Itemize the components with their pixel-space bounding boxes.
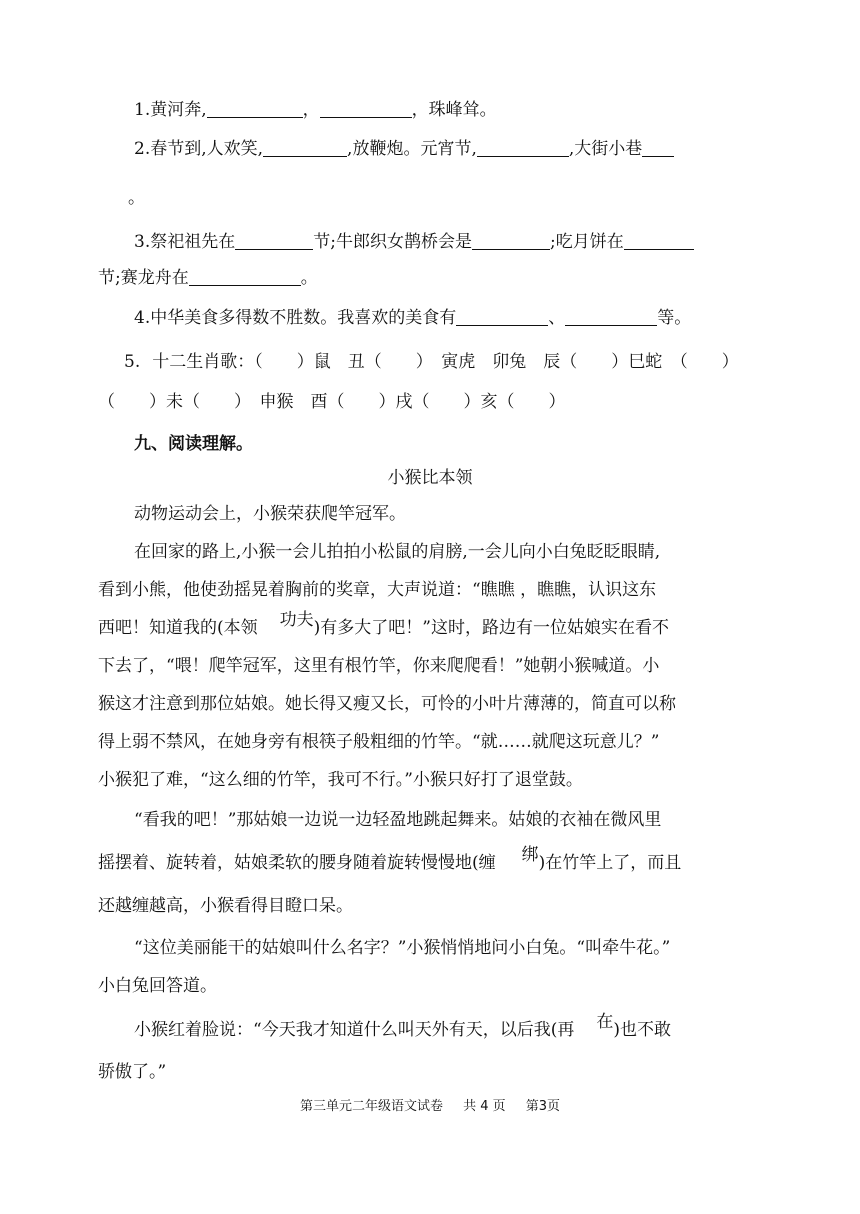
passage-line: 西吧！知道我的(本领 功夫)有多大了吧！”这时，路边有一位姑娘实在看不 [98,610,669,638]
answer-blank[interactable] [207,99,303,118]
question-1: 1.黄河奔, ， ，珠峰耸。 [134,100,497,120]
passage-line: 还越缠越高，小猴看得目瞪口呆。 [98,896,353,916]
passage-line: 得上弱不禁风，在她身旁有根筷子般粗细的竹竿。“就……就爬这玩意儿？” [98,732,660,752]
passage-line: 动物运动会上，小猴荣获爬竿冠军。 [134,504,406,524]
answer-blank[interactable] [235,231,313,250]
question-3: 3.祭祀祖先在 节;牛郎织女鹊桥会是 ;吃月饼在 [134,230,694,254]
passage-line: “这位美丽能干的姑娘叫什么名字？”小猴悄悄地问小白兔。“叫牵牛花。” [134,938,671,958]
reading-title: 小猴比本领 [387,468,473,488]
passage-line: 看到小熊，他使劲摇晃着胸前的奖章，大声说道：“瞧瞧 ，瞧瞧，认识这东 [98,580,657,600]
passage-line: 在回家的路上,小猴一会儿拍拍小松鼠的肩膀,一会儿向小白兔眨眨眼睛, [134,542,661,562]
answer-blank[interactable] [456,307,548,326]
page-total: 共 4 页 [463,1099,506,1114]
question-3-cont: 节;赛龙舟在 。 [98,268,318,288]
passage-line: 小白兔回答道。 [98,976,217,996]
question-5-cont: （ ）未（ ） 申猴 酉（ ）戌（ ）亥（ ） [98,392,566,412]
answer-blank[interactable] [320,99,412,118]
page-number: 第3页 [525,1099,561,1114]
passage-line: 猴这才注意到那位姑娘。她长得又瘦又长，可怜的小叶片薄薄的，简直可以称 [98,694,676,714]
answer-blank[interactable] [624,231,694,250]
question-4: 4.中华美食多得数不胜数。我喜欢的美食有 、 等。 [134,308,692,328]
answer-blank[interactable] [263,138,347,157]
answer-blank[interactable] [565,307,657,326]
word-choice[interactable]: 绑 [521,845,539,865]
answer-blank[interactable] [642,138,674,157]
question-2-end: 。 [128,188,145,208]
question-2: 2.春节到,人欢笑, ,放鞭炮。元宵节, ,大街小巷 [134,137,674,161]
exam-name: 第三单元二年级语文试卷 [299,1099,443,1114]
passage-line: 骄傲了。” [98,1062,167,1082]
answer-blank[interactable] [472,231,550,250]
page-footer [0,1095,860,1114]
word-choice[interactable]: 功夫 [279,610,314,630]
passage-line: “看我的吧！”那姑娘一边说一边轻盈地跳起舞来。姑娘的衣袖在微风里 [134,810,662,830]
section-heading: 九、阅读理解。 [134,434,253,454]
answer-blank[interactable] [189,267,301,286]
answer-blank[interactable] [477,138,569,157]
word-choice[interactable]: 在 [596,1012,614,1032]
passage-line: 小猴红着脸说：“今天我才知道什么叫天外有天，以后我(再 在)也不敢 [134,1012,671,1040]
question-5: 5. 十二生肖歌：（ ）鼠 丑（ ） 寅虎 卯兔 辰（ ）巳蛇 （ ） [124,352,739,372]
passage-line: 下去了，“喂！爬竿冠军，这里有根竹竿，你来爬爬看！”她朝小猴喊道。小 [98,656,660,676]
passage-line: 摇摆着、旋转着，姑娘柔软的腰身随着旋转慢慢地(缠 绑)在竹竿上了，而且 [98,845,682,873]
passage-line: 小猴犯了难，“这么细的竹竿，我可不行。”小猴只好打了退堂鼓。 [98,770,583,790]
